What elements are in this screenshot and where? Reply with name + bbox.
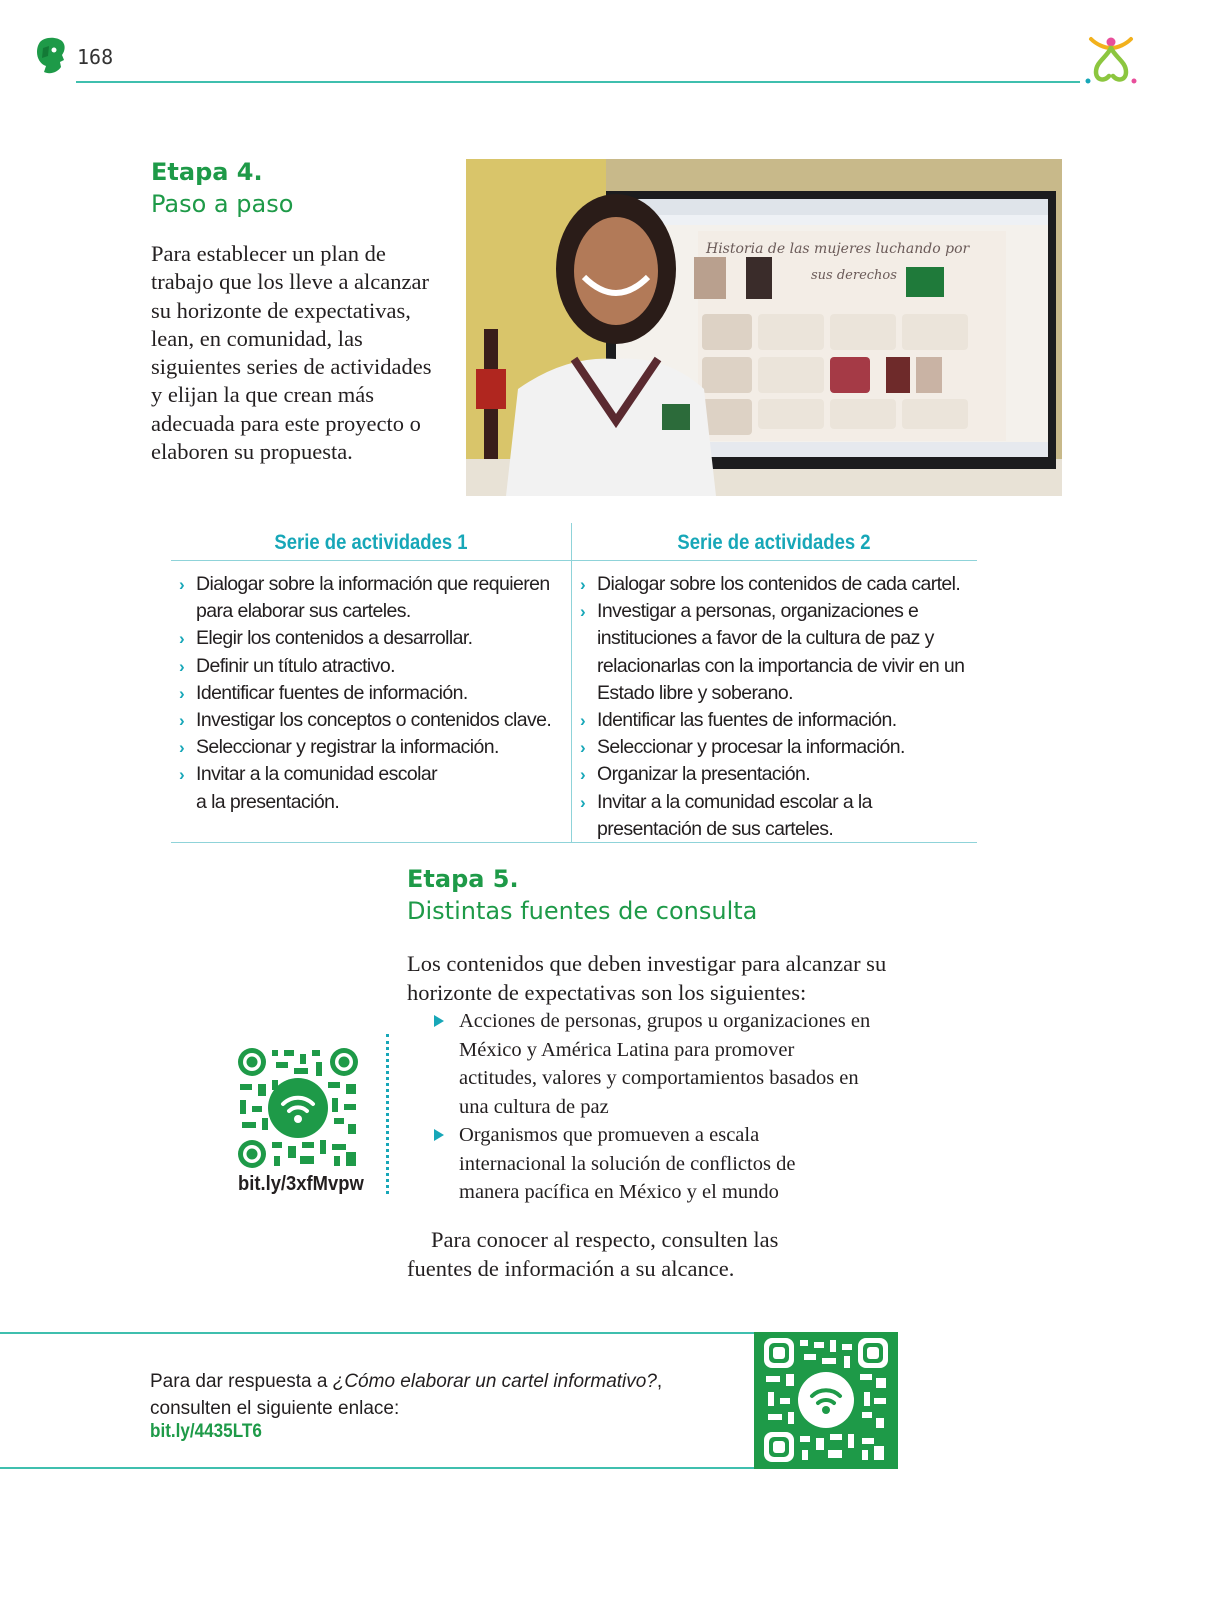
footer-question: ¿Cómo elaborar un cartel informativo?	[332, 1371, 657, 1392]
chevron-right-icon: ›	[580, 602, 586, 622]
page-number: 168	[77, 45, 114, 69]
triangle-bullet-icon	[434, 1129, 444, 1141]
chevron-right-icon: ›	[580, 765, 586, 785]
list-item: › Dialogar sobre la información que requieren para elaborar sus carteles.	[179, 573, 550, 623]
header-rule	[76, 81, 1080, 83]
list-item: › Organizar la presentación.	[580, 761, 977, 788]
table-footer-rule	[171, 842, 977, 843]
dotted-divider	[386, 1034, 389, 1194]
series-1-list	[179, 571, 571, 816]
etapa5-intro: Los contenidos que deben investigar para alcanzar su horizonte de expectativas son los siguientes:	[407, 951, 887, 1005]
screen-title-line1: Historia de las mujeres luchando por	[706, 241, 970, 257]
maya-head-logo-icon	[34, 36, 68, 76]
list-item: › Invitar a la comunidad escolar a la presentación de sus carteles.	[580, 790, 872, 840]
list-item: › Investigar los conceptos o contenidos clave.	[179, 707, 571, 734]
etapa4-body: Para establecer un plan de trabajo que los lleve a alcanzar su horizonte de expectativas, lean, en comunidad, las siguientes series de actividades y elijan la que crean más adecuada para este proyecto o elaboren su propuesta.	[151, 241, 432, 465]
list-item: › Identificar las fuentes de información.	[580, 707, 977, 734]
list-item: › Dialogar sobre los contenidos de cada cartel.	[580, 571, 977, 598]
chevron-right-icon: ›	[179, 575, 185, 594]
list-item: › Definir un título atractivo.	[179, 653, 571, 680]
series-2-heading: Serie de actividades 2	[677, 531, 871, 554]
chevron-right-icon: ›	[179, 711, 185, 731]
qr-code-icon[interactable]	[238, 1048, 358, 1168]
photo-illustration	[466, 159, 1062, 496]
etapa5-title: Etapa 5.	[407, 865, 519, 893]
table-header-rule	[171, 560, 977, 561]
list-item: › Elegir los contenidos a desarrollar.	[179, 625, 571, 652]
table-column-divider	[571, 523, 572, 843]
etapa4-subtitle: Paso a paso	[151, 190, 294, 218]
etapa5-list	[434, 1007, 874, 1207]
chevron-right-icon: ›	[580, 575, 586, 594]
etapa4-title: Etapa 4.	[151, 158, 263, 186]
series-table	[171, 523, 977, 843]
list-item: › Identificar fuentes de información.	[179, 680, 571, 707]
chevron-right-icon: ›	[580, 711, 586, 731]
screen-title-line2: sus derechos	[811, 268, 897, 283]
chevron-right-icon: ›	[179, 656, 185, 676]
chevron-right-icon: ›	[179, 765, 185, 785]
list-item: Organismos que promueven a escala internacional la solución de conflictos de manera pacífica en México y el mundo	[434, 1121, 814, 1207]
colorful-figure-logo-icon	[1082, 36, 1140, 86]
list-item: Acciones de personas, grupos u organizaciones en México y América Latina para promover actitudes, valores y comportamientos basados en una cultura de paz	[434, 1007, 874, 1121]
series-1-heading: Serie de actividades 1	[274, 531, 468, 554]
list-item: › Seleccionar y registrar la información.	[179, 734, 571, 761]
etapa5-outro: Para conocer al respecto, consulten las fuentes de información a su alcance.	[407, 1227, 779, 1281]
qr1-link[interactable]: bit.ly/3xfMvpw	[238, 1173, 364, 1195]
list-item: › Invitar a la comunidad escolar a la presentación.	[179, 763, 438, 813]
triangle-bullet-icon	[434, 1015, 444, 1027]
footer-text: Para dar respuesta a ¿Cómo elaborar un cartel informativo?, consulten el siguiente enlace:	[150, 1371, 663, 1419]
chevron-right-icon: ›	[179, 683, 185, 703]
chevron-right-icon: ›	[179, 738, 185, 758]
chevron-right-icon: ›	[179, 629, 185, 649]
series-2-list	[580, 571, 977, 843]
list-item: › Seleccionar y procesar la información.	[580, 734, 977, 761]
chevron-right-icon: ›	[580, 792, 586, 812]
student-presentation-photo	[466, 159, 1062, 496]
qr-code-icon[interactable]	[764, 1338, 888, 1462]
footer-link[interactable]: bit.ly/4435LT6	[150, 1421, 262, 1442]
etapa5-subtitle: Distintas fuentes de consulta	[407, 897, 758, 925]
chevron-right-icon: ›	[580, 738, 586, 758]
list-item: › Investigar a personas, organizaciones e instituciones a favor de la cultura de paz y relacionarlas con la importancia de vivir en un Estado libre y soberano.	[580, 600, 965, 704]
